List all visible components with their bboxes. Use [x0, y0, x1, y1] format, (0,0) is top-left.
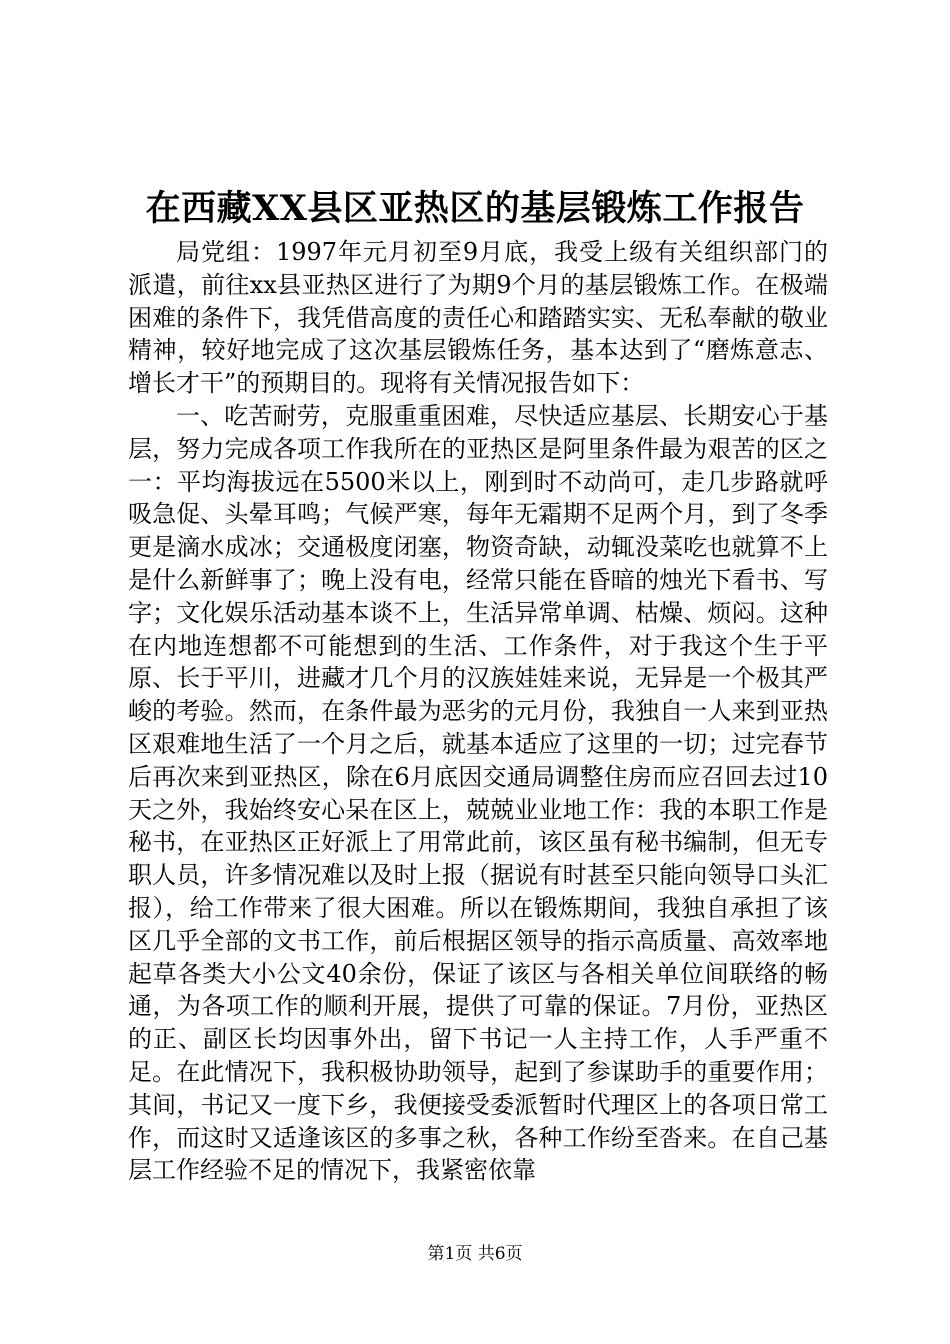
document-title: 在西藏XX县区亚热区的基层锻炼工作报告: [145, 188, 805, 229]
paragraph-intro: 局党组：1997年元月初至9月底，我受上级有关组织部门的派遣，前往xx县亚热区进行了为期9个月的基层锻炼工作。在极端困难的条件下，我凭借高度的责任心和踏踏实实、无私奉献的敬业精神，较好地完成了这次基层锻炼任务，基本达到了“磨炼意志、增长才干”的预期目的。现将有关情况报告如下：: [128, 238, 828, 398]
page-number-footer: 第1页 共6页: [427, 1244, 523, 1264]
document-body: [128, 236, 828, 1187]
paragraph-section-one: 一、吃苦耐劳，克服重重困难，尽快适应基层、长期安心于基层，努力完成各项工作我所在的亚热区是阿里条件最为艰苦的区之一：平均海拔远在5500米以上，刚到时不动尚可，走几步路就呼吸急促、头晕耳鸣；气候严寒，每年无霜期不足两个月，到了冬季更是滴水成冰；交通极度闭塞，物资奇缺，动辄没菜吃也就算不上是什么新鲜事了；晚上没有电，经常只能在昏暗的烛光下看书、写字；文化娱乐活动基本谈不上，生活异常单调、枯燥、烦闷。这种在内地连想都不可能想到的生活、工作条件，对于我这个生于平原、长于平川，进藏才几个月的汉族娃娃来说，无异是一个极其严峻的考验。然而，在条件最为恶劣的元月份，我独自一人来到亚热区艰难地生活了一个月之后，就基本适应了这里的一切；过完春节后再次来到亚热区，除在6月底因交通局调整住房而应召回去过10天之外，我始终安心呆在区上，兢兢业业地工作：我的本职工作是秘书，在亚热区正好派上了用常此前，该区虽有秘书编制，但无专职人员，许多情况难以及时上报（据说有时甚至只能向领导口头汇报），给工作带来了很大困难。所以在锻炼期间，我独自承担了该区几乎全部的文书工作，前后根据区领导的指示高质量、高效率地起草各类大小公文40余份，保证了该区与各相关单位间联络的畅通，为各项工作的顺利开展，提供了可靠的保证。7月份，亚热区的正、副区长均因事外出，留下书记一人主持工作，人手严重不足。在此情况下，我积极协助领导，起到了参谋助手的重要作用；其间，书记又一度下乡，我便接受委派暂时代理区上的各项日常工作，而这时又适逢该区的多事之秋，各种工作纷至沓来。在自己基层工作经验不足的情况下，我紧密依靠: [128, 401, 828, 1185]
